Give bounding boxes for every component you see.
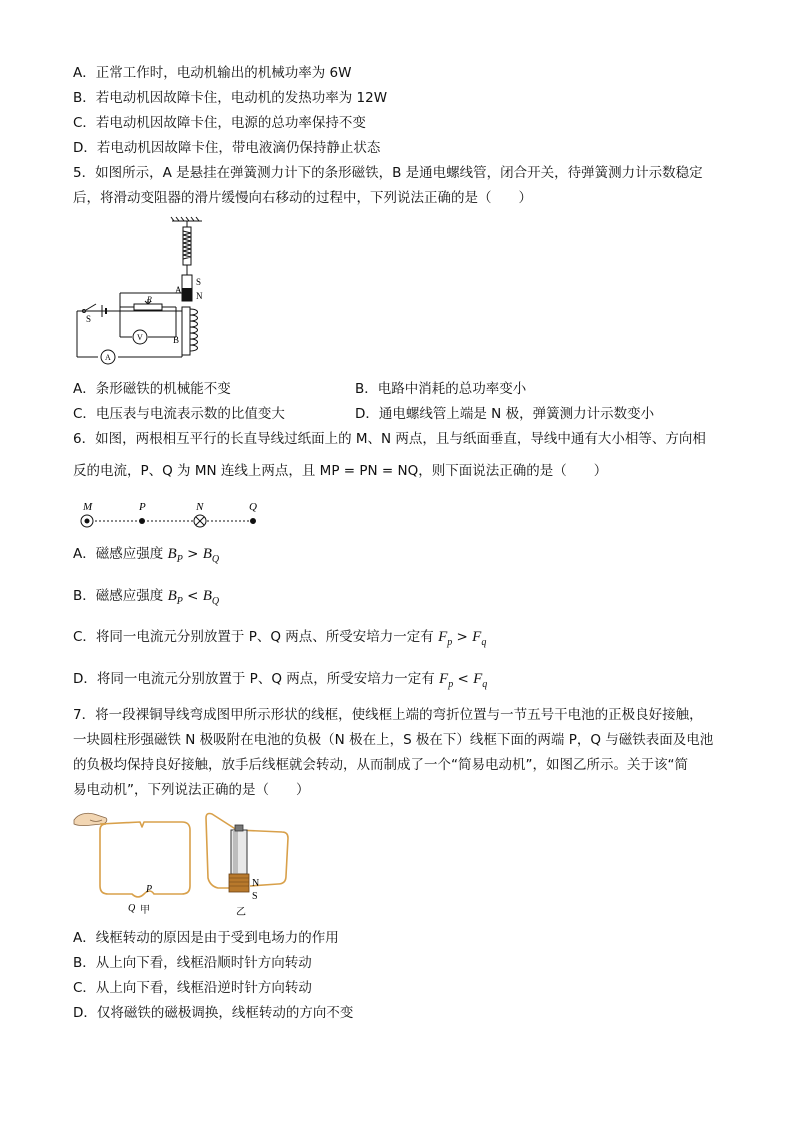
- q4-option-a: A．正常工作时，电动机输出的机械功率为 6W: [73, 65, 352, 81]
- q7-option-b: B．从上向下看，线框沿顺时针方向转动: [73, 955, 312, 971]
- q7-stem-line-4: 易电动机”，下列说法正确的是（ ）: [73, 782, 310, 798]
- q7-stem-line-3: 的负极均保持良好接触，放手后线框就会转动，从而制成了一个“简易电动机”，如图乙所示。关于该“简: [73, 757, 688, 773]
- q5-stem-line-1: 5．如图所示，A 是悬挂在弹簧测力计下的条形磁铁，B 是通电螺线管，闭合开关，待弹簧测力计示数稳定: [73, 165, 703, 181]
- q7-stem-line-2: 一块圆柱形强磁铁 N 极吸附在电池的负极（N 极在上，S 极在下）线框下面的两端 P，Q 与磁铁表面及电池: [73, 732, 714, 748]
- q6-option-d: D．将同一电流元分别放置于 P、Q 两点，所受安培力一定有 $F_p < F_q$: [73, 671, 488, 690]
- q7-motor-figure: [72, 808, 297, 920]
- rheostat-label-r: R: [147, 295, 152, 304]
- figure-yi-label: 乙: [236, 907, 246, 918]
- wire-end-p-label: P: [146, 884, 153, 895]
- q5-option-b: B．电路中消耗的总功率变小: [355, 381, 527, 397]
- q7-option-d: D．仅将磁铁的磁极调换，线框转动的方向不变: [73, 1005, 354, 1021]
- magnet-pole-s: S: [196, 277, 202, 287]
- figure-jia-label: 甲: [140, 905, 150, 916]
- wire-end-q-label: Q: [128, 903, 136, 914]
- magnet-label-a: A: [175, 285, 182, 295]
- switch-label-s: S: [86, 314, 92, 324]
- q4-option-c: C．若电动机因故障卡住，电源的总功率保持不变: [73, 115, 366, 131]
- q4-option-d: D．若电动机因故障卡住，带电液滴仍保持静止状态: [73, 140, 381, 156]
- q5-stem-line-2: 后，将滑动变阻器的滑片缓慢向右移动的过程中，下列说法正确的是（ ）: [73, 190, 532, 206]
- magnet-pole-n-label: N: [252, 878, 260, 889]
- q6-stem-line-2: 反的电流，P、Q 为 MN 连线上两点，且 MP = PN = NQ，则下面说法正确的是（ ）: [73, 463, 608, 479]
- solenoid-label-b: B: [173, 335, 180, 345]
- point-n-label: N: [196, 501, 204, 513]
- magnet-pole-s-label: S: [252, 891, 258, 902]
- point-p-label: P: [139, 501, 146, 513]
- q5-option-a: A．条形磁铁的机械能不变: [73, 381, 231, 397]
- q5-option-d: D．通电螺线管上端是 N 极，弹簧测力计示数变小: [355, 406, 655, 422]
- q7-option-c: C．从上向下看，线框沿逆时针方向转动: [73, 980, 312, 996]
- point-q-label: Q: [249, 501, 257, 513]
- q5-circuit-figure: [72, 215, 222, 365]
- q7-option-a: A．线框转动的原因是由于受到电场力的作用: [73, 930, 339, 946]
- q6-option-b: B．磁感应强度 $B_P < B_Q$: [73, 588, 220, 607]
- ammeter-label: A: [105, 353, 111, 362]
- q5-option-c: C．电压表与电流表示数的比值变大: [73, 406, 285, 422]
- voltmeter-label: V: [137, 333, 143, 342]
- point-m-label: M: [83, 501, 93, 513]
- magnet-pole-n: N: [196, 291, 203, 301]
- q6-option-c: C．将同一电流元分别放置于 P、Q 两点、所受安培力一定有 $F_p > F_q$: [73, 629, 487, 648]
- q6-stem-line-1: 6．如图，两根相互平行的长直导线过纸面上的 M、N 两点，且与纸面垂直，导线中通有大小相等、方向相: [73, 431, 706, 447]
- q4-option-b: B．若电动机因故障卡住，电动机的发热功率为 12W: [73, 90, 388, 106]
- q7-stem-line-1: 7．将一段裸铜导线弯成图甲所示形状的线框，使线框上端的弯折位置与一节五号干电池的正极良好接触，: [73, 707, 703, 723]
- q6-option-a: A．磁感应强度 $B_P > B_Q$: [73, 546, 220, 565]
- q6-wire-figure: [75, 498, 275, 534]
